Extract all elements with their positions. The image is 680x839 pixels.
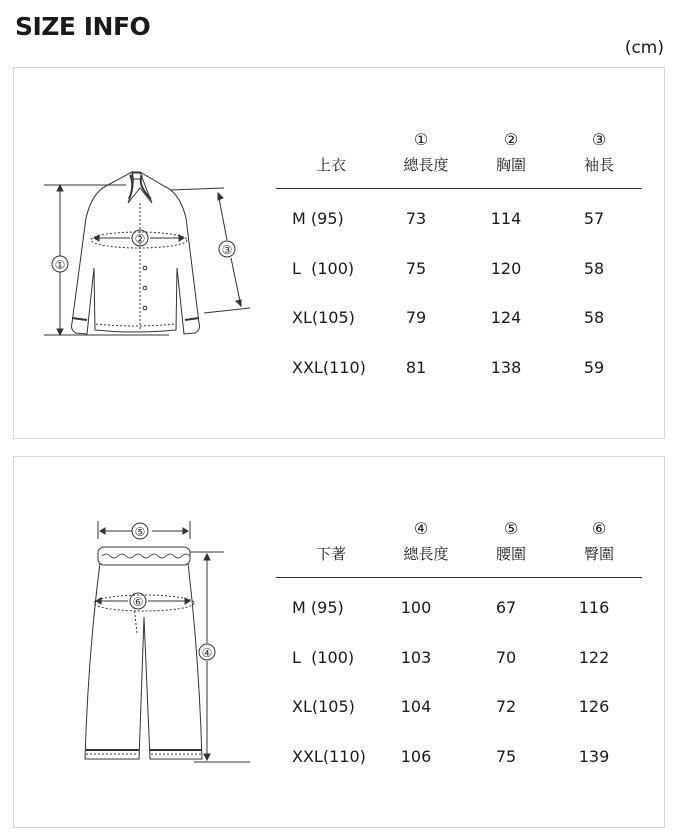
cell-value: 70 [495,647,517,667]
marker-4: ④ [201,646,213,660]
header-marker-1: ① [413,130,429,149]
cell-value: 59 [583,357,605,377]
cell-value: 67 [495,598,517,617]
unit-label: (cm) [624,38,664,58]
cell-value: 104 [400,697,432,716]
cell-value: 79 [405,308,427,327]
cell-value: 75 [495,746,517,766]
top-size-table [276,124,642,387]
col-chest: 胸圍 [495,156,526,174]
cell-value: 58 [583,258,605,278]
marker-5: ⑤ [134,525,146,539]
bottom-size-panel [13,456,665,828]
cell-value: 122 [578,647,610,667]
col-garment: 上衣 [315,156,346,174]
size-label: M (95) [292,209,344,228]
pants-diagram [14,457,274,827]
table-row [276,239,642,289]
col-total-length: 總長度 [403,545,449,563]
col-garment: 下著 [315,545,346,563]
cell-value: 114 [490,209,522,228]
cell-value: 120 [490,258,522,278]
cell-value: 103 [400,647,432,667]
marker-6: ⑥ [132,595,144,609]
table-row [276,338,642,388]
header-marker-3: ③ [591,130,607,149]
bottom-table-header [276,513,642,578]
cell-value: 81 [405,357,427,377]
size-label: M (95) [292,598,344,617]
table-row [276,677,642,727]
table-row [276,727,642,777]
header-marker-6: ⑥ [591,519,607,538]
cell-value: 139 [578,746,610,766]
shirt-diagram [14,68,274,438]
cell-value: 73 [405,209,427,228]
cell-value: 72 [495,697,517,716]
size-label: XL(105) [292,308,355,327]
table-row [276,189,642,239]
header-marker-5: ⑤ [503,519,519,538]
header-marker-2: ② [503,130,519,149]
cell-value: 116 [578,598,610,617]
table-row [276,578,642,628]
cell-value: 58 [583,308,605,327]
col-waist: 腰圍 [495,545,526,563]
size-label: XL(105) [292,697,355,716]
marker-1: ① [54,258,66,272]
size-label: L (100) [292,258,355,278]
cell-value: 106 [400,746,432,766]
cell-value: 138 [490,357,522,377]
marker-2: ② [134,232,146,246]
page-title: SIZE INFO [15,12,151,41]
cell-value: 75 [405,258,427,278]
marker-3: ③ [221,243,233,257]
size-label: XXL(110) [292,746,366,766]
size-label: L (100) [292,647,355,667]
bottom-size-table [276,513,642,776]
cell-value: 124 [490,308,522,327]
cell-value: 100 [400,598,432,617]
cell-value: 57 [583,209,605,228]
top-size-panel [13,67,665,439]
col-total-length: 總長度 [403,156,449,174]
col-sleeve: 袖長 [583,156,614,174]
top-table-header [276,124,642,189]
cell-value: 126 [578,697,610,716]
table-row [276,288,642,338]
col-hip: 臀圍 [583,545,614,563]
header-marker-4: ④ [413,519,429,538]
size-label: XXL(110) [292,357,366,377]
table-row [276,628,642,678]
